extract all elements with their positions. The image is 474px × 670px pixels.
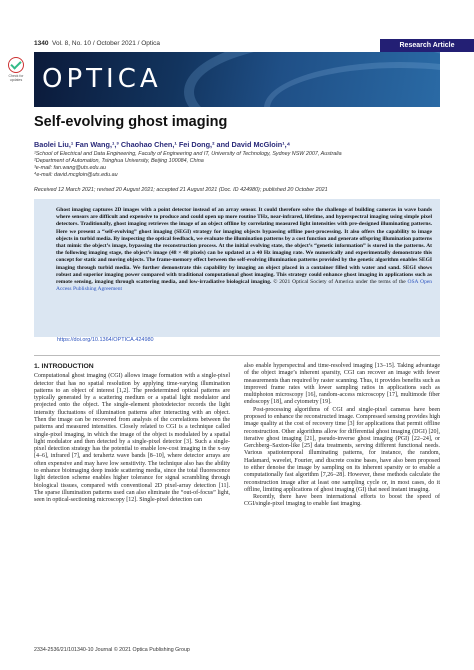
article-type-badge: Research Article — [380, 39, 474, 52]
received-dates: Received 12 March 2021; revised 20 August 2021; accepted 21 August 2021 (Doc. ID 424980); published 20 October 2021 — [34, 187, 328, 193]
journal-header-bar — [0, 39, 474, 52]
check-updates-label: Check for updates — [8, 74, 24, 82]
section-heading: 1. INTRODUCTION — [34, 363, 94, 370]
check-icon — [8, 57, 24, 73]
abstract-text: Ghost imaging captures 2D images with a point detector instead of an array sensor. It could therefore solve the challenge of building cameras in wave bands where sensors are difficult and expensive to produce and could open up more routine THz, near-infrared, lifetime, and hyperspectral imaging using simple pixel detectors. Traditionally, ghost imaging retrieves the image of an object offline by correlating measured light intensities with pre-designed illuminating patterns. Here we present a “self-evolving” ghost imaging (SEGI) strategy for imaging objects bypassing offline post-processing. It also offers the capability to image objects in turbid media. By inspecting the optical feedback, we evaluate the illumination patterns by a cost function and generate offspring illumination patterns that mimic the object’s image, bypassing the reconstruction process. At the initial evolving state, the object’s “genetic information” is stored in the patterns. At the following imaging stage, the object’s image (48 × 48 pixels) can be updated at a 40 Hz imaging rate. We numerically and experimentally demonstrate this concept for static and moving objects. The frame-memory effect between the self-evolving illumination patterns provided by the genetic algorithm enables SEGI imaging through turbid media. We further demonstrate this capability by imaging an object placed in a container filled with water and sand. SEGI shows robust and superior imaging power compared with traditional computational ghost imaging. This strategy could enhance ghost imaging in applications such as remote sensing, imaging through scattering media, and low-irradiative biological imaging. — [56, 207, 432, 286]
section-divider — [34, 355, 440, 356]
copyright-text: © 2021 Optical Society of America under the terms of the — [273, 279, 408, 286]
left-column — [34, 363, 230, 504]
abstract-box — [34, 199, 440, 337]
open-access-link[interactable]: OSA Open Access Publishing Agreement — [56, 279, 433, 293]
author-list — [34, 140, 290, 149]
journal-banner — [34, 52, 440, 107]
affiliation-email-2[interactable]: ⁴e-mail: david.mcgloin@uts.edu.au — [34, 172, 118, 179]
page-number: 1340 — [34, 40, 49, 47]
article-title: Self-evolving ghost imaging — [34, 114, 228, 130]
affiliations — [34, 151, 454, 179]
paragraph: Computational ghost imaging (CGI) allows image formation with a single-pixel detector that has no spatial resolution by applying time-varying illumination patterns to an object of interest [1,2]. The predetermined optical patterns are typically generated by a scattering medium or a spatial light modulator and projected onto the object. The single-element photodetector records the light intensity fluctuations of illumination patterns after interacting with an object. Then the image can be recovered from analysis of the correlations between the patterns and measured intensities. Closely related to CGI is a technique called single-pixel imaging, in which the image of the object is modulated by a spatial light modulator and then detected by a single-pixel detector [3]. Such a single-pixel detection strategy has the potential to enable low-cost imaging in the x-ray [4–6], infrared [7], and terahertz wave bands [8–10], where detector arrays are often expensive and may have low sensitivity. The technique also has the ability to enhance bioimaging deep inside scattering media, since the total fluorescence light detection scheme enables higher tolerance for signal scrambling through biological tissues, compared with conventional 2D pixel-array detection [11]. The sparse illumination patterns used can also eliminate the “out-of-focus” light, seen in optical-sectioning microscopy [12]. Single-pixel detection can — [34, 373, 230, 504]
page-footer: 2334-2536/21/101340-10 Journal © 2021 Optica Publishing Group — [34, 647, 190, 653]
check-for-updates-badge[interactable] — [5, 57, 27, 82]
journal-info: Vol. 8, No. 10 / October 2021 / Optica — [52, 40, 161, 47]
affiliation-2: ²Department of Automation, Tsinghua University, Beijing 100084, China — [34, 158, 204, 165]
right-column — [244, 363, 440, 509]
affiliation-1: ¹School of Electrical and Data Engineering, Faculty of Engineering and IT, University of Technology, Sydney NSW 2007, Australia — [34, 151, 342, 157]
paragraph: also enable hyperspectral and time-resolved imaging [13–15]. Taking advantage of the object image’s inherent sparsity, CGI can recover an image with fewer measurements than required by raster scanning. Thus, it provides benefits such as improved frame rates with lower sampling ratios in applications such as multiphoton microscopy [16], random-access microscopy [17], multimode fiber endoscopy [18], and cytometry [19]. — [244, 363, 440, 406]
doi-link[interactable]: https://doi.org/10.1364/OPTICA.424980 — [57, 337, 154, 343]
affiliation-email-1[interactable]: ³e-mail: fan.wang@uts.edu.au — [34, 165, 106, 172]
authors-text: Baolei Liu,¹ Fan Wang,¹,³ Chaohao Chen,¹ Fei Dong,² and David McGloin¹,⁴ — [34, 140, 291, 149]
optica-logo: OPTICA — [42, 64, 162, 94]
paragraph: Recently, there have been international efforts to boost the speed of CGI/single-pixel imaging to enable fast imaging. — [244, 494, 440, 508]
paragraph: Post-processing algorithms of CGI and single-pixel cameras have been proposed to enhance the reconstructed image. Compressed sensing provides high image quality at the cost of recovery time [3] for applications that permit offline reconstruction. Other algorithms allow for differential ghost imaging (DGI) [20], iterative ghost imaging [21], pseudo-inverse ghost imaging (PGI) [22–24], or Gerchberg–Saxton-like [25] data treatments, serving different functional needs. Various spatiotemporal illuminating patterns, for instance, the random, Hadamard, wavelet, Fourier, and discrete cosine bases, have also been proposed to either denoise the image by sampling on its inherent sparsity or to enable a computationally fast algorithm [7,26–28]. However, these methods calculate the reconstruction image after at least one sampling cycle or, in most cases, do it offline, limiting applications of ghost imaging (GI) that need instant imaging. — [244, 406, 440, 493]
